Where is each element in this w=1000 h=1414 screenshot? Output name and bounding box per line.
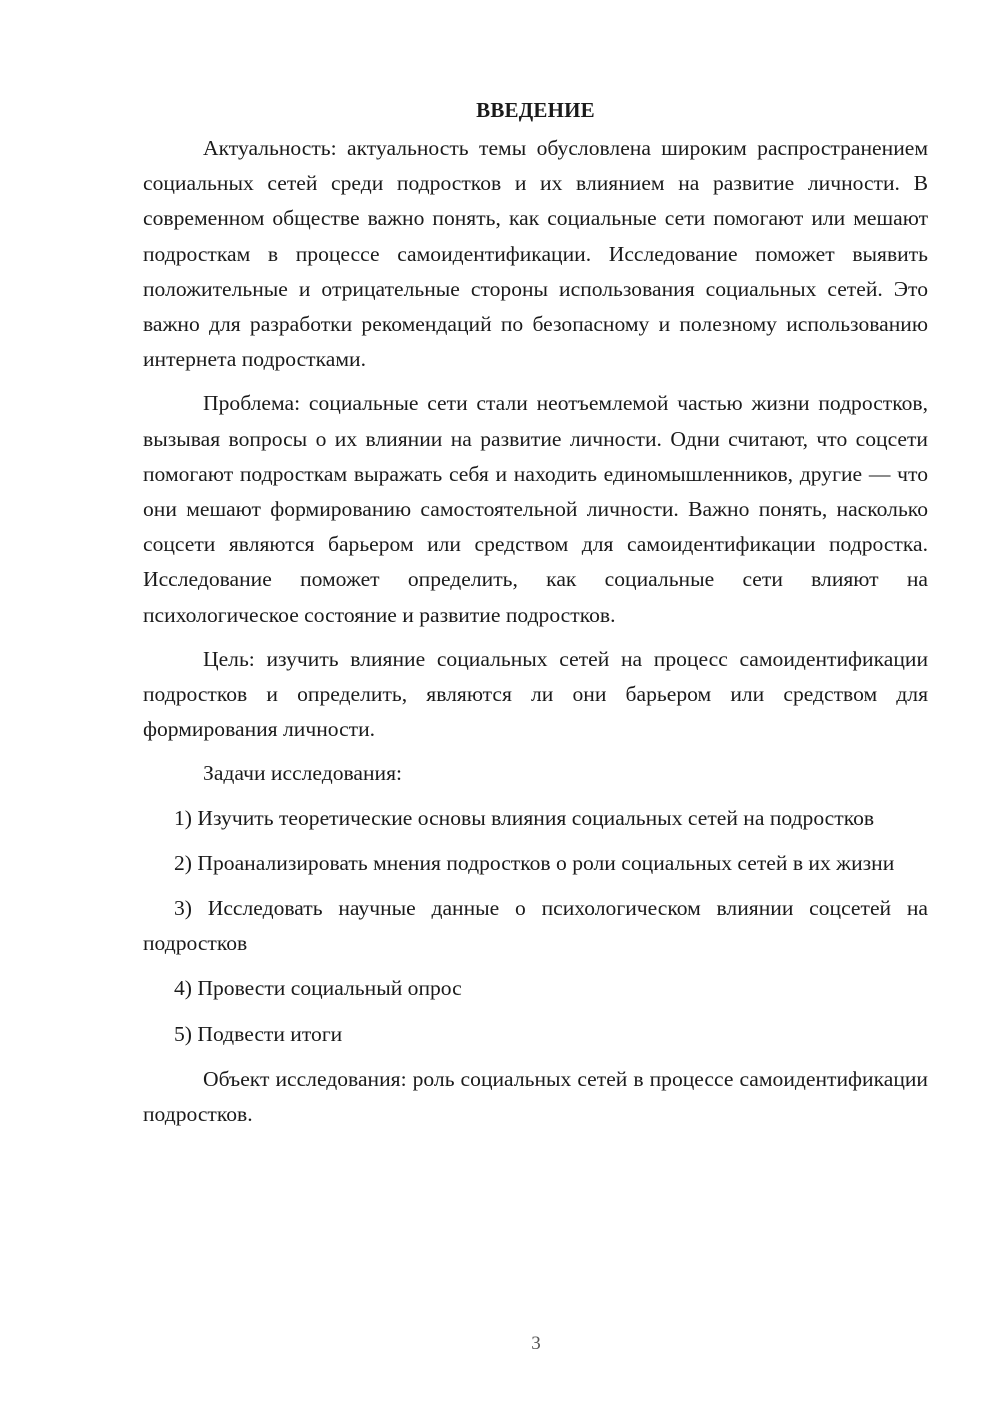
problem-paragraph: Проблема: социальные сети стали неотъемлемой частью жизни подростков, вызывая вопросы о их влиянии на развитие личности. Одни считают, что соцсети помогают подросткам выражать себя и находить единомышленников, другие — что они мешают формированию самостоятельной личности. Важно понять, насколько соцсети являются барьером или средством для самоидентификации подростка. Исследование поможет определить, как социальные сети влияют на психологическое состояние и развитие подростков.: [143, 391, 928, 627]
goal-paragraph: Цель: изучить влияние социальных сетей на процесс самоидентификации подростков и определить, являются ли они барьером или средством для формирования личности.: [143, 646, 928, 742]
task-item: 3) Исследовать научные данные о психологическом влиянии соцсетей на подростков: [143, 896, 928, 956]
relevance-paragraph: Актуальность: актуальность темы обусловлена широким распространением социальных сетей среди подростков и их влиянием на развитие личности. В современном обществе важно понять, как социальные сети помогают или мешают подросткам в процессе самоидентификации. Исследование поможет выявить положительные и отрицательные стороны использования социальных сетей. Это важно для разработки рекомендаций по безопасному и полезному использованию интернета подростками.: [143, 136, 928, 372]
document-page: [143, 92, 928, 1141]
tasks-heading: Задачи исследования:: [203, 761, 403, 786]
page-number: 3: [531, 1333, 541, 1354]
object-paragraph: Объект исследования: роль социальных сетей в процессе самоидентификации подростков.: [143, 1066, 928, 1127]
task-item: 1) Изучить теоретические основы влияния социальных сетей на подростков: [174, 805, 875, 830]
task-item: 2) Проанализировать мнения подростков о роли социальных сетей в их жизни: [174, 850, 895, 875]
task-item: 4) Провести социальный опрос: [174, 976, 462, 1001]
page-title: ВВЕДЕНИЕ: [476, 98, 595, 122]
task-item: 5) Подвести итоги: [174, 1021, 343, 1046]
